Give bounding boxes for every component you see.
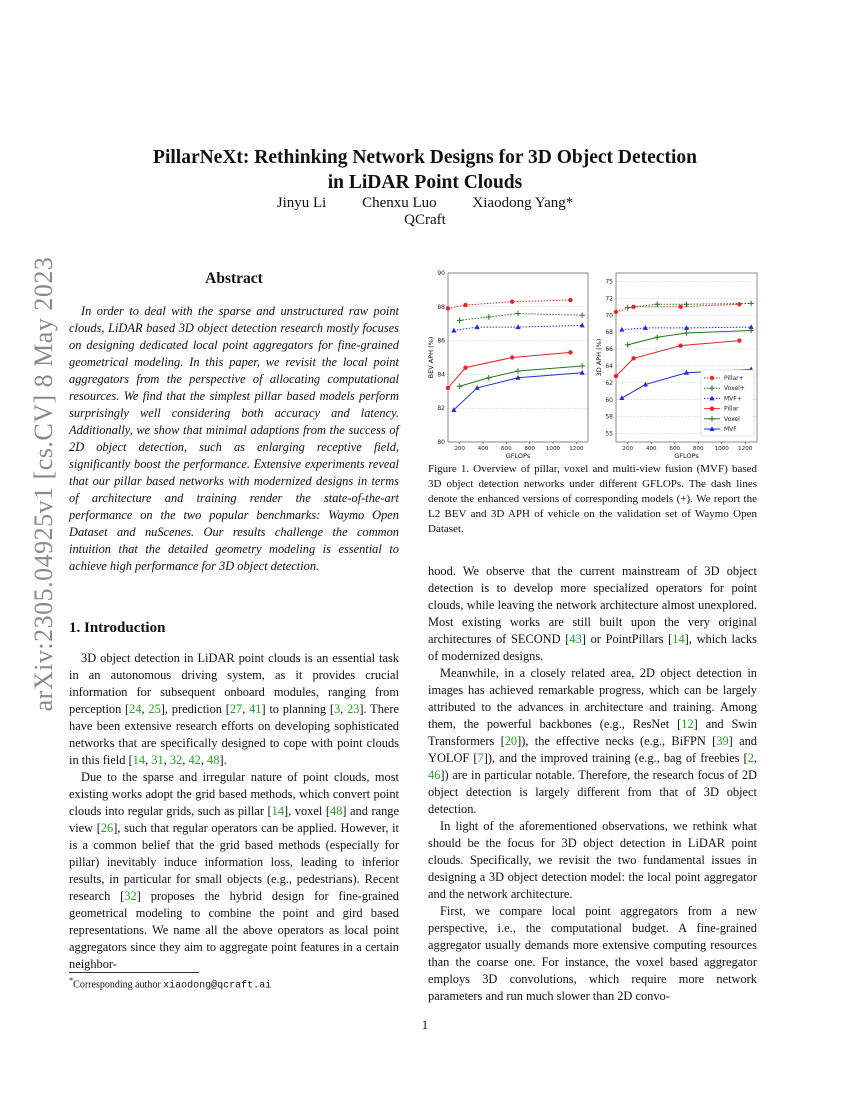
figure-caption: Figure 1. Overview of pillar, voxel and multi-view fusion (MVF) based 3D object detection networks under different GFLOPs. The dash lines denote the enhanced versions of corresponding models (+). We report the L2 BEV and 3D APH of vehicle on the validation set of Waymo Open Dataset.	[428, 463, 757, 535]
y-tick-label: 86	[437, 337, 445, 345]
data-point	[463, 365, 467, 369]
y-tick-label: 80	[437, 439, 445, 446]
title-line-1: PillarNeXt: Rethinking Network Designs for 3D Object Detection	[153, 147, 697, 168]
y-tick-label: 55	[605, 430, 613, 438]
y-tick-label: 60	[605, 396, 613, 404]
y-tick-label: 62	[605, 379, 613, 387]
right-column-text	[428, 563, 757, 1005]
data-point	[510, 300, 514, 304]
author-2: Chenxu Luo	[362, 195, 437, 211]
legend-label: Pillar+	[724, 375, 744, 382]
abstract-body: In order to deal with the sparse and unstructured raw point clouds, LiDAR based 3D object detection research mostly focuses on designing dedicated local point aggregators for fine-grained geometrical modeling. In this paper, we revisit the local point aggregators from the perspective of allocating computational resources. We find that the simplest pillar based models perform surprisingly well considering both accuracy and latency. Additionally, we show that minimal adaptions from the success of 2D object detection, such as enlarging receptive field, significantly boost the performance. Extensive experiments reveal that our pillar based networks with modernized designs in terms of architecture and training render the state-of-the-art performance on the two popular benchmarks: Waymo Open Dataset and nuScenes. Our results challenge the common intuition that the detailed geometry modeling is essential to achieve high performance for 3D object detection.	[69, 304, 399, 573]
arxiv-stamp: arXiv:2305.04925v1 [cs.CV] 8 May 2023	[29, 256, 58, 712]
section-heading-introduction: 1. Introduction	[69, 620, 166, 636]
data-point	[580, 370, 585, 375]
data-point	[619, 327, 624, 332]
left-paragraph-2: Due to the sparse and irregular nature of point clouds, most existing works adopt the grid based methods, which convert point clouds into regular grids, such as pillar [14], voxel [48] and range view [26], such that regular operators can be applied. However, it is a common belief that the grid based methods (especially for pillar) inevitably induce information loss, leading to inferior results, in particular for small objects (e.g., pedestrians). Recent research [32] proposes the hybrid design for fine-grained geometrical modeling to combine the point and gird based representations. We name all the above operators as local point aggregators since they aim to aggregate point features in a certain neighbor-	[69, 770, 399, 971]
title-line-2: in LiDAR Point Clouds	[327, 172, 523, 193]
citation-link[interactable]: 43	[569, 632, 582, 646]
page-number: 1	[421, 1018, 429, 1032]
y-tick-label: 84	[437, 371, 445, 379]
author-3: Xiaodong Yang*	[472, 195, 574, 211]
legend-marker	[710, 376, 714, 380]
left-paragraph-1: 3D object detection in LiDAR point clouds is an essential task in an autonomous driving system, as it provides crucial information for subsequent onboard modules, ranging from perception [24, 25], prediction [27, 41] to planning [3, 23]. There have been extensive research efforts on developing sophisticated networks that are specifically designed to cope with point clouds in this field [14, 31, 32, 42, 48].	[69, 651, 400, 767]
citation-link[interactable]: 32	[169, 753, 183, 767]
data-point	[568, 298, 572, 302]
x-axis-label: GFLOPs	[505, 452, 531, 458]
chart-3d-aph	[595, 273, 757, 458]
data-point	[678, 305, 682, 309]
x-tick-label: 800	[692, 446, 704, 452]
plot-frame	[448, 273, 588, 442]
data-point	[619, 395, 624, 400]
citation-link[interactable]: 27	[229, 702, 243, 716]
data-point	[614, 310, 618, 314]
data-point	[737, 302, 741, 306]
series-line-pillar	[448, 352, 571, 387]
data-point	[654, 301, 660, 307]
x-tick-label: 1000	[545, 446, 561, 452]
y-tick-label: 68	[605, 329, 613, 337]
data-point	[446, 386, 450, 390]
citation-link[interactable]: 25	[148, 702, 161, 716]
x-tick-label: 600	[500, 446, 512, 452]
footnote-label: Corresponding author	[73, 979, 164, 991]
left-column-text	[69, 650, 399, 973]
citation-link[interactable]: 14	[271, 804, 285, 818]
citation-link[interactable]: 20	[504, 734, 518, 748]
data-point	[515, 368, 521, 374]
paper-title	[0, 145, 850, 195]
citation-link[interactable]: 31	[151, 753, 164, 767]
y-tick-label: 75	[605, 278, 613, 286]
data-point	[654, 334, 660, 340]
right-paragraph-4: First, we compare local point aggregators from a new perspective, i.e., the computational budget. A fine-grained aggregator usually demands more extensive computing resources than the coarse one. For instance, the voxel based aggregator employs 3D convolutions, which require more network parameters and run much slower than 2D convo-	[428, 904, 757, 1003]
legend-marker	[710, 406, 714, 410]
data-point	[579, 312, 585, 318]
footnote-rule	[69, 972, 199, 973]
citation-link[interactable]: 46	[428, 768, 441, 782]
x-tick-label: 400	[645, 446, 657, 452]
y-tick-label: 90	[437, 270, 445, 277]
data-point	[451, 328, 456, 333]
citation-link[interactable]: 3	[333, 702, 341, 716]
series-line-voxel	[628, 330, 751, 344]
data-point	[457, 318, 463, 324]
data-point	[748, 301, 754, 307]
x-tick-label: 200	[454, 446, 466, 452]
right-paragraph-2: Meanwhile, in a closely related area, 2D object detection in images has achieved remarkable progress, which can be largely attributed to the advances in architecture and training. Among them, the powerful backbones (e.g., ResNet [12] and Swin Transformers [20]), the effective necks (e.g., BiFPN [39] and YOLOF [7]), and the improved training (e.g., bag of freebies [2, 46]) are in particular notable. Therefore, the research focus of 2D object detection is largely different from that of 3D object detection.	[428, 666, 757, 816]
y-tick-label: 88	[437, 303, 445, 311]
y-axis-label: 3D APH (%)	[595, 338, 603, 377]
legend-label: MVF+	[724, 395, 742, 403]
series-line-voxel-plus	[460, 314, 583, 321]
citation-link[interactable]: 14	[132, 753, 146, 767]
citation-link[interactable]: 42	[188, 753, 201, 767]
abstract-heading: Abstract	[205, 270, 263, 287]
data-point	[625, 342, 631, 348]
x-tick-label: 1000	[714, 446, 729, 452]
affiliation: QCraft	[404, 212, 446, 228]
citation-link[interactable]: 48	[329, 804, 343, 818]
data-point	[486, 375, 492, 381]
citation-link[interactable]: 24	[129, 702, 142, 716]
figure-1	[424, 266, 764, 458]
data-point	[457, 383, 463, 389]
citation-link[interactable]: 12	[681, 717, 694, 731]
x-tick-label: 200	[622, 446, 634, 452]
data-point	[568, 350, 572, 354]
y-tick-label: 82	[437, 405, 445, 413]
legend-label: MVF	[724, 426, 737, 433]
chart-bev-aph	[427, 270, 588, 458]
author-list	[0, 193, 850, 213]
right-paragraph-3: In light of the aforementioned observations, we rethink what should be the focus for 3D object detection in LiDAR point clouds. Specifically, we revisit the two fundamental issues in designing a 3D object detection model: the local point aggregator and the network architecture.	[428, 819, 757, 901]
legend-label: Voxel	[724, 415, 740, 423]
x-tick-label: 600	[669, 446, 681, 452]
data-point	[446, 306, 450, 310]
data-point	[510, 355, 514, 359]
x-tick-label: 400	[477, 446, 489, 452]
citation-link[interactable]: 14	[672, 632, 685, 646]
y-tick-label: 58	[605, 413, 613, 421]
data-point	[625, 305, 631, 311]
footnote	[69, 976, 271, 991]
y-tick-label: 64	[605, 362, 613, 370]
x-axis-label: GFLOPs	[674, 452, 699, 458]
y-tick-label: 70	[605, 312, 613, 320]
y-tick-label: 72	[605, 295, 613, 303]
y-axis-label: BEV APH (%)	[427, 336, 435, 379]
data-point	[631, 356, 635, 360]
right-paragraph-1: hood. We observe that the current mainstream of 3D object detection is to develop more specialized operators for point clouds, while leaving the network architecture almost unexplored. Most existing works are still built upon the very original architectures of SECOND [43] or PointPillars [14], which lacks of modernized designs.	[428, 564, 757, 663]
data-point	[684, 330, 690, 336]
citation-link[interactable]: 32	[124, 889, 137, 903]
legend-label: Voxel+	[724, 385, 745, 393]
data-point	[463, 303, 467, 307]
series-line-voxel	[460, 366, 583, 386]
author-1: Jinyu Li	[276, 195, 327, 211]
author-email: xiaodong@qcraft.ai	[163, 980, 272, 992]
citation-link[interactable]: 39	[716, 734, 729, 748]
x-tick-label: 1200	[738, 446, 753, 452]
data-point	[579, 363, 585, 369]
y-tick-label: 66	[605, 346, 613, 354]
citation-link[interactable]: 26	[100, 821, 114, 835]
citation-link[interactable]: 41	[249, 702, 262, 716]
citation-link[interactable]: 48	[207, 753, 220, 767]
data-point	[678, 343, 682, 347]
x-tick-label: 800	[524, 446, 536, 452]
data-point	[737, 338, 741, 342]
citation-link[interactable]: 7	[477, 751, 484, 765]
footnote-mark: *	[69, 976, 74, 985]
data-point	[515, 311, 521, 317]
citation-link[interactable]: 23	[347, 702, 360, 716]
x-tick-label: 1200	[569, 446, 584, 452]
legend-label: Pillar	[724, 405, 739, 413]
citation-link[interactable]: 2	[747, 751, 754, 765]
data-point	[486, 314, 492, 320]
data-point	[614, 374, 618, 378]
